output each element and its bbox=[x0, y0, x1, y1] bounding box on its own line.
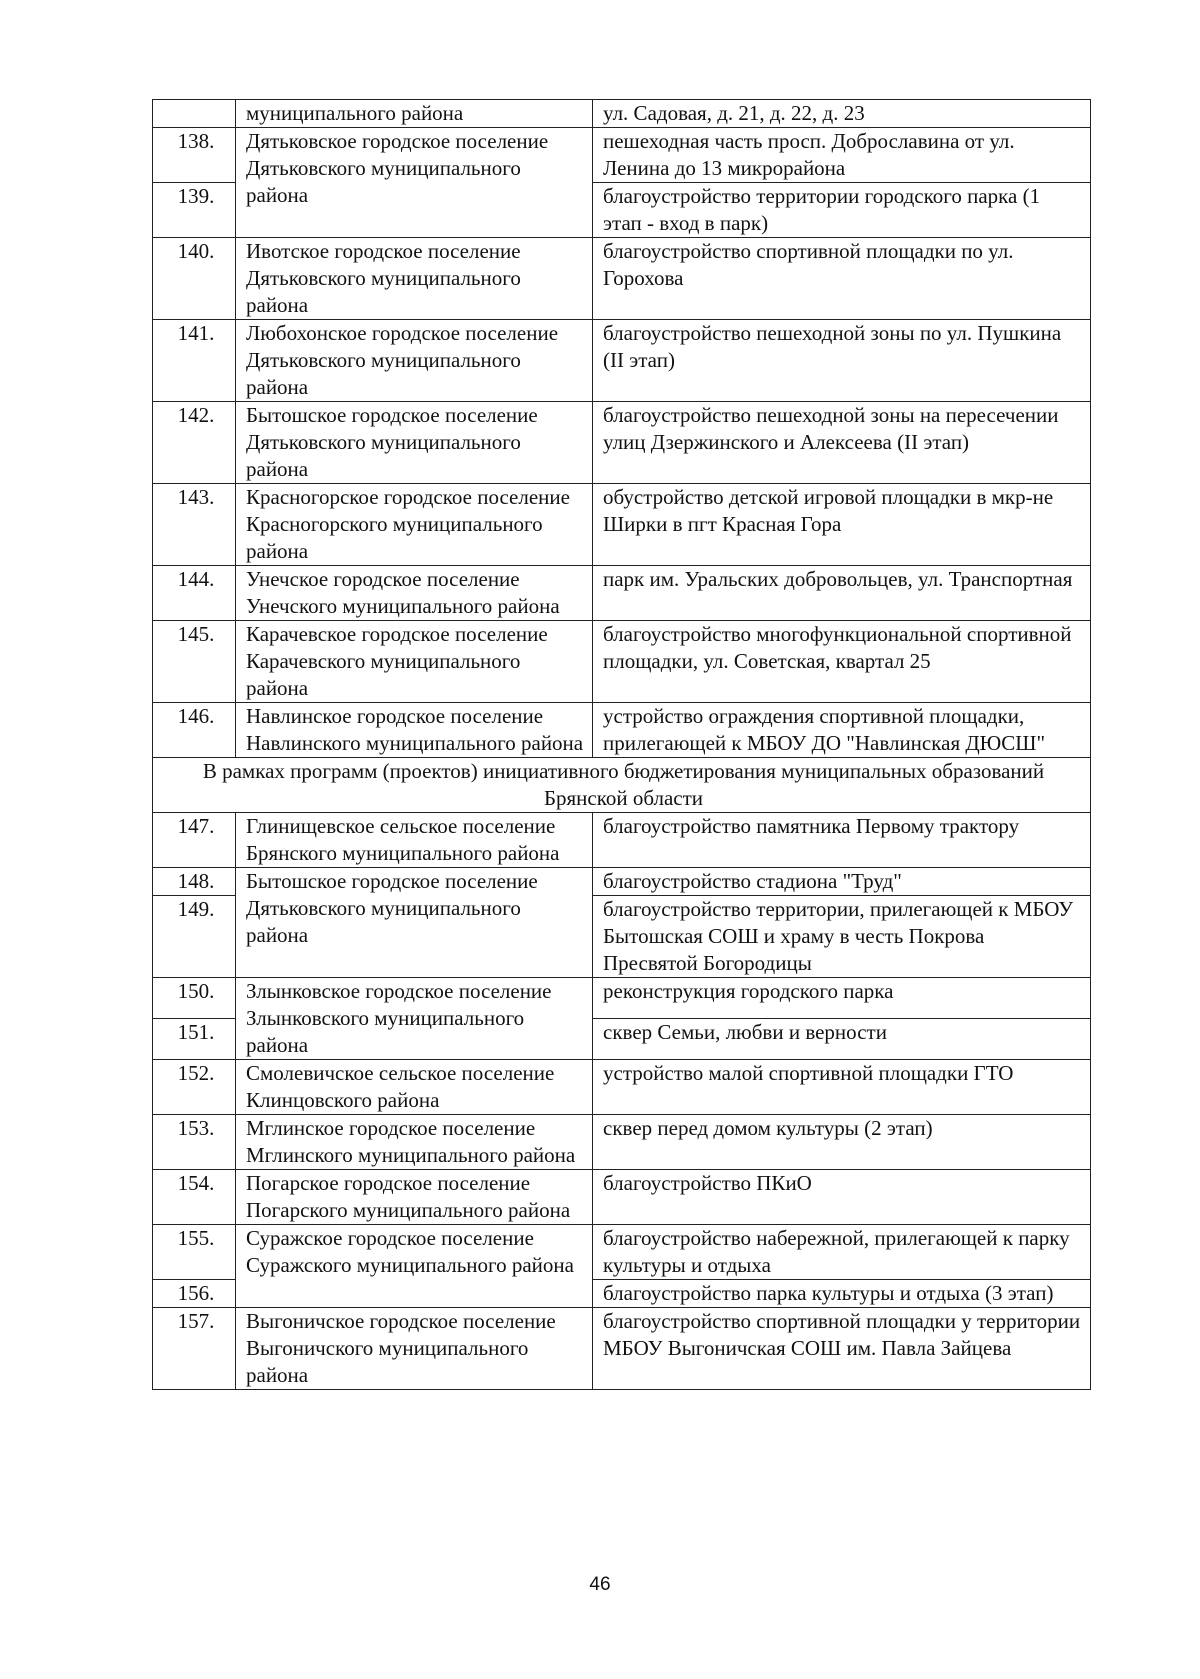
row-number: 146. bbox=[153, 703, 236, 758]
row-number: 157. bbox=[153, 1308, 236, 1390]
page-number: 46 bbox=[589, 1574, 611, 1595]
municipality-cell: Любохонское городское поселение Дятьковского муниципального района bbox=[236, 320, 593, 402]
row-number bbox=[153, 100, 236, 128]
municipality-cell: Мглинское городское поселение Мглинского муниципального района bbox=[236, 1115, 593, 1170]
object-cell: устройство ограждения спортивной площадки, прилегающей к МБОУ ДО "Навлинская ДЮСШ" bbox=[593, 703, 1091, 758]
municipality-cell: Суражское городское поселение Суражского муниципального района bbox=[236, 1225, 593, 1308]
table-row bbox=[153, 703, 1091, 758]
row-number: 152. bbox=[153, 1060, 236, 1115]
municipality-cell: Выгоничское городское поселение Выгоничского муниципального района bbox=[236, 1308, 593, 1390]
municipality-cell: Дятьковское городское поселение Дятьковского муниципального района bbox=[236, 128, 593, 238]
row-number: 138. bbox=[153, 128, 236, 183]
object-cell: парк им. Уральских добровольцев, ул. Транспортная bbox=[593, 566, 1091, 621]
row-number: 156. bbox=[153, 1280, 236, 1308]
municipality-cell: Злынковское городское поселение Злынковского муниципального района bbox=[236, 978, 593, 1060]
object-cell: благоустройство стадиона "Труд" bbox=[593, 868, 1091, 896]
table-row bbox=[153, 1225, 1091, 1280]
object-cell: благоустройство набережной, прилегающей к парку культуры и отдыха bbox=[593, 1225, 1091, 1280]
table-row bbox=[153, 238, 1091, 320]
table-row bbox=[153, 1170, 1091, 1225]
row-number: 148. bbox=[153, 868, 236, 896]
object-cell: благоустройство спортивной площадки по ул. Горохова bbox=[593, 238, 1091, 320]
row-number: 153. bbox=[153, 1115, 236, 1170]
municipality-cell: Красногорское городское поселение Красногорского муниципального района bbox=[236, 484, 593, 566]
municipality-cell: Унечское городское поселение Унечского муниципального района bbox=[236, 566, 593, 621]
row-number: 147. bbox=[153, 813, 236, 868]
row-number: 143. bbox=[153, 484, 236, 566]
table-row bbox=[153, 402, 1091, 484]
object-cell: сквер Семьи, любви и верности bbox=[593, 1019, 1091, 1060]
object-cell: благоустройство парка культуры и отдыха (3 этап) bbox=[593, 1280, 1091, 1308]
object-cell: благоустройство территории, прилегающей к МБОУ Бытошская СОШ и храму в честь Покрова Пресвятой Богородицы bbox=[593, 896, 1091, 978]
table-body bbox=[153, 100, 1091, 1390]
row-number: 140. bbox=[153, 238, 236, 320]
municipality-cell: Ивотское городское поселение Дятьковского муниципального района bbox=[236, 238, 593, 320]
municipality-cell: муниципального района bbox=[236, 100, 593, 128]
table-row bbox=[153, 484, 1091, 566]
municipality-cell: Карачевское городское поселение Карачевского муниципального района bbox=[236, 621, 593, 703]
row-number: 144. bbox=[153, 566, 236, 621]
object-cell: сквер перед домом культуры (2 этап) bbox=[593, 1115, 1091, 1170]
row-number: 149. bbox=[153, 896, 236, 978]
table-row bbox=[153, 320, 1091, 402]
table-row bbox=[153, 566, 1091, 621]
object-cell: обустройство детской игровой площадки в мкр-не Ширки в пгт Красная Гора bbox=[593, 484, 1091, 566]
municipality-cell: Навлинское городское поселение Навлинского муниципального района bbox=[236, 703, 593, 758]
table-row bbox=[153, 621, 1091, 703]
objects-table bbox=[152, 99, 1091, 1390]
object-cell: ул. Садовая, д. 21, д. 22, д. 23 bbox=[593, 100, 1091, 128]
municipality-cell: Бытошское городское поселение Дятьковского муниципального района bbox=[236, 402, 593, 484]
table-row bbox=[153, 128, 1091, 183]
municipality-cell: Погарское городское поселение Погарского муниципального района bbox=[236, 1170, 593, 1225]
row-number: 150. bbox=[153, 978, 236, 1019]
table-row bbox=[153, 1115, 1091, 1170]
row-number: 141. bbox=[153, 320, 236, 402]
municipality-cell: Глинищевское сельское поселение Брянского муниципального района bbox=[236, 813, 593, 868]
table-row bbox=[153, 978, 1091, 1019]
municipality-cell: Смолевичское сельское поселение Клинцовского района bbox=[236, 1060, 593, 1115]
table-row bbox=[153, 813, 1091, 868]
municipality-cell: Бытошское городское поселение Дятьковского муниципального района bbox=[236, 868, 593, 978]
object-cell: благоустройство многофункциональной спортивной площадки, ул. Советская, квартал 25 bbox=[593, 621, 1091, 703]
object-cell: благоустройство памятника Первому трактору bbox=[593, 813, 1091, 868]
table-row bbox=[153, 868, 1091, 896]
table-row bbox=[153, 1060, 1091, 1115]
row-number: 155. bbox=[153, 1225, 236, 1280]
section-header: В рамках программ (проектов) инициативного бюджетирования муниципальных образований Брянской области bbox=[153, 758, 1091, 813]
object-cell: устройство малой спортивной площадки ГТО bbox=[593, 1060, 1091, 1115]
object-cell: благоустройство пешеходной зоны на пересечении улиц Дзержинского и Алексеева (II этап) bbox=[593, 402, 1091, 484]
table-row bbox=[153, 1308, 1091, 1390]
table-row bbox=[153, 100, 1091, 128]
row-number: 154. bbox=[153, 1170, 236, 1225]
row-number: 142. bbox=[153, 402, 236, 484]
row-number: 145. bbox=[153, 621, 236, 703]
object-cell: пешеходная часть просп. Доброславина от ул. Ленина до 13 микрорайона bbox=[593, 128, 1091, 183]
object-cell: реконструкция городского парка bbox=[593, 978, 1091, 1019]
object-cell: благоустройство территории городского парка (1 этап - вход в парк) bbox=[593, 183, 1091, 238]
object-cell: благоустройство пешеходной зоны по ул. Пушкина (II этап) bbox=[593, 320, 1091, 402]
section-header-row bbox=[153, 758, 1091, 813]
object-cell: благоустройство ПКиО bbox=[593, 1170, 1091, 1225]
row-number: 139. bbox=[153, 183, 236, 238]
object-cell: благоустройство спортивной площадки у территории МБОУ Выгоничская СОШ им. Павла Зайцева bbox=[593, 1308, 1091, 1390]
row-number: 151. bbox=[153, 1019, 236, 1060]
